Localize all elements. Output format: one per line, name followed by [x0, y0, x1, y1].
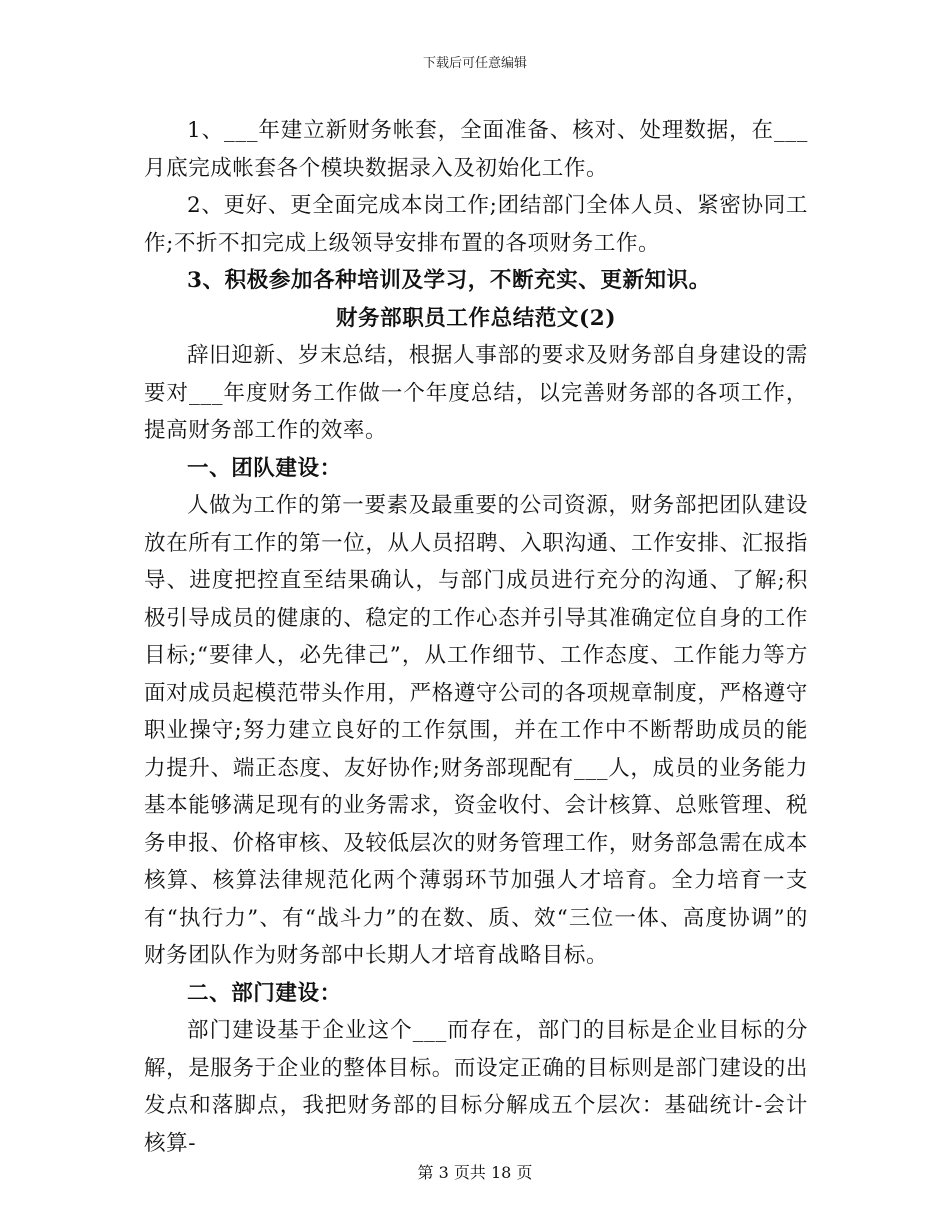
- team-building-paragraph: 人做为工作的第一要素及最重要的公司资源，财务部把团队建设放在所有工作的第一位，从人员招聘、入职沟通、工作安排、汇报指导、进度把控直至结果确认，与部门成员进行充分的沟通、了解;积极引导成员的健康的、稳定的工作心态并引导其准确定位自身的工作目标;“要律人，必先律己”，从工作细节、工作态度、工作能力等方面对成员起模范带头作用，严格遵守公司的各项规章制度，严格遵守职业操守;努力建立良好的工作氛围，并在工作中不断帮助成员的能力提升、端正态度、友好协作;财务部现配有___人，成员的业务能力基本能够满足现有的业务需求，资金收付、会计核算、总账管理、税务申报、价格审核、及较低层次的财务管理工作，财务部急需在成本核算、核算法律规范化两个薄弱环节加强人才培育。全力培育一支有“执行力”、有“战斗力”的在数、质、效“三位一体、高度协调”的财务团队作为财务部中长期人才培育战略目标。: [144, 493, 808, 968]
- list-item-1: 1、___年建立新财务帐套，全面准备、核对、处理数据，在___月底完成帐套各个模块数据录入及初始化工作。: [144, 118, 808, 181]
- department-building-paragraph: 部门建设基于企业这个___而存在，部门的目标是企业目标的分解，是服务于企业的整体目标。而设定正确的目标则是部门建设的出发点和落脚点，我把财务部的目标分解成五个层次：基础统计-会计核算-: [144, 1018, 808, 1156]
- page-header: 下载后可任意编辑: [422, 56, 527, 71]
- document-body: [144, 112, 808, 1162]
- intro-paragraph: 辞旧迎新、岁末总结，根据人事部的要求及财务部自身建设的需要对___年度财务工作做一个年度总结，以完善财务部的各项工作，提高财务部工作的效率。: [144, 343, 808, 443]
- page-footer: 第 3 页共 18 页: [417, 1163, 533, 1182]
- list-item-3: 3、积极参加各种培训及学习，不断充实、更新知识。: [187, 268, 711, 293]
- heading-department-building: 二、部门建设：: [187, 980, 342, 1006]
- list-item-2: 2、更好、更全面完成本岗工作;团结部门全体人员、紧密协同工作;不折不扣完成上级领导安排布置的各项财务工作。: [144, 193, 808, 256]
- heading-team-building: 一、团队建设：: [187, 455, 342, 481]
- section-title: 财务部职员工作总结范文(2): [335, 305, 617, 331]
